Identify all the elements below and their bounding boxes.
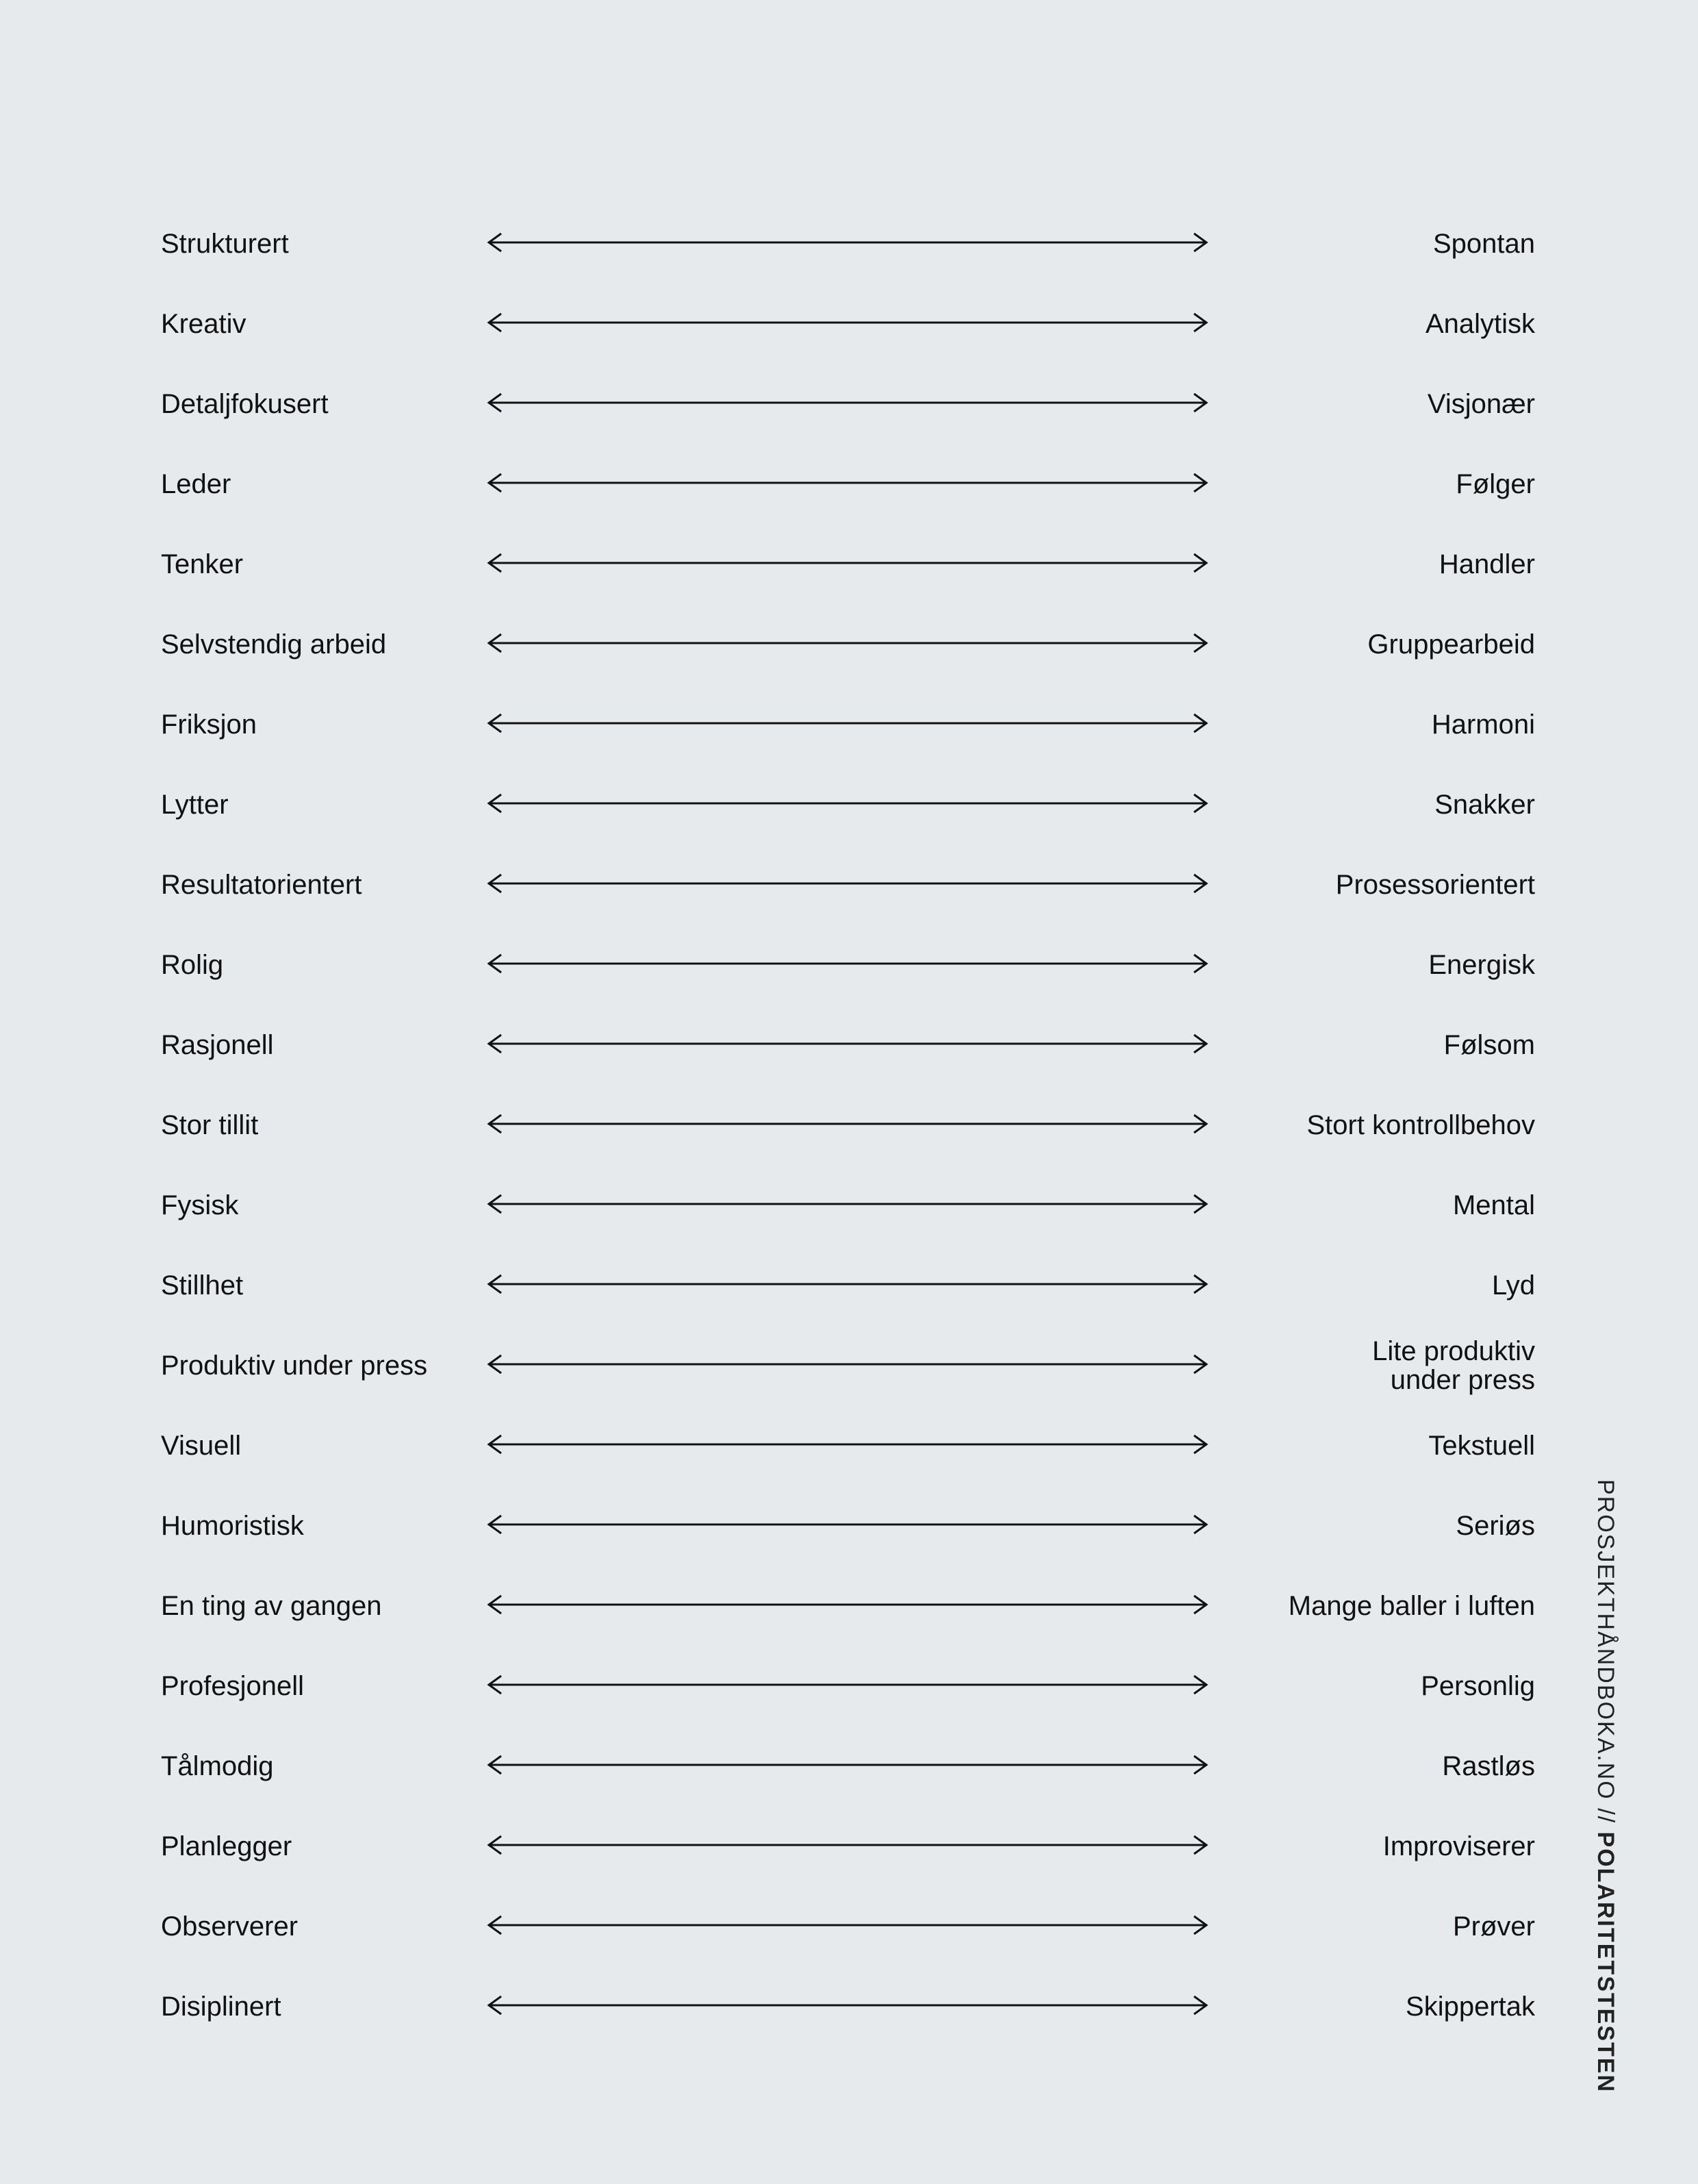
left-trait-label: Lytter [161, 790, 229, 820]
left-trait-label: Leder [161, 469, 231, 499]
polarity-row [0, 1725, 1698, 1807]
double-arrow-icon [485, 1751, 1211, 1779]
polarity-row [0, 1805, 1698, 1887]
right-trait-label [1226, 363, 1535, 445]
right-trait-label [1226, 1805, 1535, 1887]
brand-vertical-text [1592, 1479, 1619, 2093]
right-trait-text: Tekstuell [1428, 1431, 1535, 1461]
right-trait-text: Improviserer [1382, 1831, 1535, 1861]
double-arrow-scale [485, 1511, 1211, 1538]
right-trait-text: Rastløs [1442, 1751, 1535, 1781]
polarity-row [0, 203, 1698, 285]
double-arrow-scale [485, 629, 1211, 657]
right-trait-text: Analytisk [1425, 309, 1535, 339]
polarity-row [0, 1405, 1698, 1487]
right-trait-text: Skippertak [1406, 1992, 1535, 2022]
right-trait-label [1226, 1645, 1535, 1727]
double-arrow-icon [485, 389, 1211, 416]
double-arrow-scale [485, 1110, 1211, 1138]
polarity-row [0, 1164, 1698, 1246]
double-arrow-scale [485, 1030, 1211, 1057]
right-trait-text: Seriøs [1456, 1511, 1535, 1541]
right-trait-text: Mange baller i luften [1288, 1591, 1535, 1621]
right-trait-label [1226, 844, 1535, 926]
polarity-row [0, 1325, 1698, 1407]
double-arrow-icon [485, 1190, 1211, 1218]
left-trait-label: Stillhet [161, 1270, 244, 1301]
left-trait-label: Strukturert [161, 229, 289, 259]
double-arrow-scale [485, 1270, 1211, 1298]
double-arrow-scale [485, 950, 1211, 977]
double-arrow-scale [485, 1431, 1211, 1458]
double-arrow-scale [485, 229, 1211, 256]
polarity-row [0, 1244, 1698, 1327]
left-trait-label: Kreativ [161, 309, 246, 339]
double-arrow-icon [485, 229, 1211, 256]
right-trait-text: Harmoni [1431, 710, 1535, 740]
left-trait-label: Disiplinert [161, 1992, 281, 2022]
double-arrow-icon [485, 1831, 1211, 1859]
polarity-row [0, 603, 1698, 686]
right-trait-label [1226, 1565, 1535, 1647]
left-trait-label: Planlegger [161, 1831, 292, 1861]
double-arrow-scale [485, 549, 1211, 577]
double-arrow-scale [485, 1751, 1211, 1779]
double-arrow-icon [485, 1511, 1211, 1538]
polarity-row [0, 764, 1698, 846]
right-trait-text: Følger [1456, 469, 1535, 499]
polarity-row [0, 844, 1698, 926]
double-arrow-icon [485, 1992, 1211, 2019]
left-trait-label: Selvstendig arbeid [161, 629, 387, 660]
double-arrow-scale [485, 389, 1211, 416]
right-trait-label [1226, 1725, 1535, 1807]
right-trait-text: Lite produktiv under press [1372, 1336, 1535, 1395]
brand-title: POLARITETSTESTEN [1593, 1831, 1619, 2094]
right-trait-text: Snakker [1434, 790, 1535, 820]
right-trait-text: Handler [1439, 549, 1535, 579]
double-arrow-scale [485, 469, 1211, 497]
polarity-row [0, 283, 1698, 365]
polarity-row [0, 1966, 1698, 2048]
left-trait-label: Tenker [161, 549, 244, 579]
left-trait-label: Rolig [161, 950, 224, 980]
right-trait-label [1226, 523, 1535, 605]
left-trait-label: Stor tillit [161, 1110, 259, 1140]
right-trait-text: Energisk [1428, 950, 1535, 980]
right-trait-label [1226, 1966, 1535, 2048]
right-trait-label [1226, 443, 1535, 525]
double-arrow-scale [485, 1992, 1211, 2019]
polarity-row [0, 1645, 1698, 1727]
polarity-row [0, 443, 1698, 525]
double-arrow-icon [485, 1110, 1211, 1138]
right-trait-text: Lyd [1491, 1270, 1535, 1301]
double-arrow-scale [485, 1671, 1211, 1698]
left-trait-label: Tålmodig [161, 1751, 274, 1781]
double-arrow-scale [485, 1351, 1211, 1378]
left-trait-label: Fysisk [161, 1190, 239, 1220]
right-trait-label [1226, 924, 1535, 1006]
double-arrow-scale [485, 309, 1211, 336]
left-trait-label: Resultatorientert [161, 870, 362, 900]
right-trait-label [1226, 1405, 1535, 1487]
double-arrow-scale [485, 790, 1211, 817]
double-arrow-scale [485, 1190, 1211, 1218]
right-trait-text: Spontan [1432, 229, 1535, 259]
double-arrow-icon [485, 790, 1211, 817]
right-trait-label [1226, 1885, 1535, 1968]
left-trait-label: En ting av gangen [161, 1591, 382, 1621]
polarity-row [0, 924, 1698, 1006]
brand-footer [1592, 1479, 1633, 2094]
double-arrow-icon [485, 1270, 1211, 1298]
double-arrow-scale [485, 1831, 1211, 1859]
right-trait-text: Følsom [1443, 1030, 1535, 1060]
double-arrow-scale [485, 1591, 1211, 1618]
left-trait-label: Rasjonell [161, 1030, 274, 1060]
double-arrow-icon [485, 469, 1211, 497]
polarity-row [0, 1885, 1698, 1968]
polarity-row [0, 1004, 1698, 1086]
left-trait-label: Humoristisk [161, 1511, 304, 1541]
polarity-row [0, 1565, 1698, 1647]
double-arrow-icon [485, 629, 1211, 657]
brand-site: PROSJEKTHÅNDBOKA.NO [1593, 1479, 1619, 1800]
right-trait-text: Mental [1452, 1190, 1535, 1220]
left-trait-label: Observerer [161, 1911, 299, 1942]
double-arrow-icon [485, 1911, 1211, 1939]
polarity-row [0, 523, 1698, 605]
double-arrow-icon [485, 870, 1211, 897]
double-arrow-scale [485, 870, 1211, 897]
double-arrow-scale [485, 1911, 1211, 1939]
right-trait-text: Gruppearbeid [1367, 629, 1535, 660]
double-arrow-icon [485, 1351, 1211, 1378]
right-trait-label [1226, 683, 1535, 766]
right-trait-label [1226, 1164, 1535, 1246]
right-trait-label [1226, 283, 1535, 365]
double-arrow-icon [485, 710, 1211, 737]
right-trait-text: Prosessorientert [1335, 870, 1535, 900]
left-trait-label: Visuell [161, 1431, 242, 1461]
double-arrow-icon [485, 1431, 1211, 1458]
double-arrow-icon [485, 1030, 1211, 1057]
left-trait-label: Detaljfokusert [161, 389, 329, 419]
right-trait-label [1226, 1084, 1535, 1166]
right-trait-label [1226, 1244, 1535, 1327]
double-arrow-icon [485, 950, 1211, 977]
right-trait-label [1226, 764, 1535, 846]
double-arrow-scale [485, 710, 1211, 737]
right-trait-text: Visjonær [1427, 389, 1535, 419]
double-arrow-icon [485, 1591, 1211, 1618]
left-trait-label: Profesjonell [161, 1671, 305, 1701]
polarity-row [0, 1485, 1698, 1567]
left-trait-label: Friksjon [161, 710, 257, 740]
right-trait-text: Stort kontrollbehov [1306, 1110, 1535, 1140]
polarity-row [0, 363, 1698, 445]
right-trait-label [1226, 1325, 1535, 1407]
double-arrow-icon [485, 549, 1211, 577]
right-trait-label [1226, 1485, 1535, 1567]
right-trait-label [1226, 603, 1535, 686]
right-trait-text: Prøver [1453, 1911, 1535, 1942]
polarity-row [0, 683, 1698, 766]
double-arrow-icon [485, 1671, 1211, 1698]
left-trait-label: Produktiv under press [161, 1351, 428, 1381]
brand-separator: // [1593, 1800, 1619, 1832]
right-trait-text: Personlig [1421, 1671, 1535, 1701]
polarity-row [0, 1084, 1698, 1166]
double-arrow-icon [485, 309, 1211, 336]
right-trait-label [1226, 1004, 1535, 1086]
right-trait-label [1226, 203, 1535, 285]
